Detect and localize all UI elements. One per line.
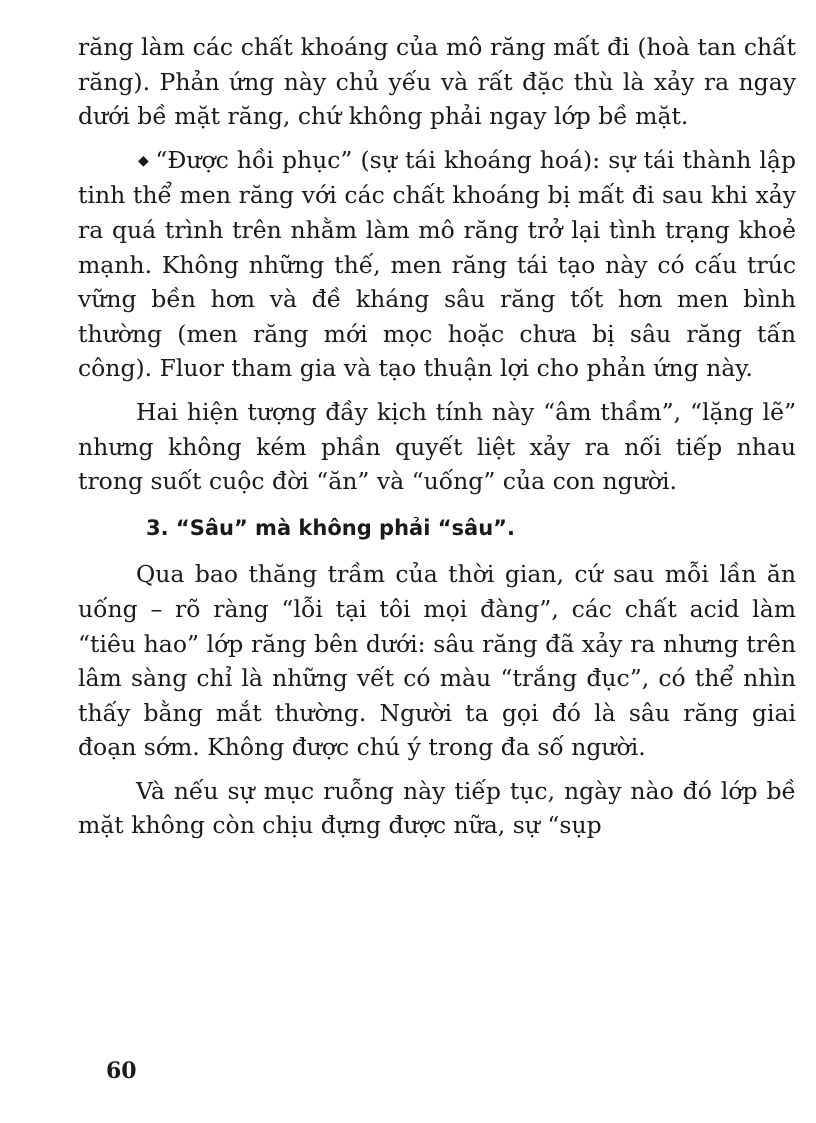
paragraph-2 (78, 143, 796, 386)
section-heading: 3. “Sâu” mà không phải “sâu”. (146, 515, 515, 540)
page-number: 60 (106, 1058, 137, 1084)
paragraph-1: răng làm các chất khoáng của mô răng mất đi (hoà tan chất răng). Phản ứng này chủ yếu và rất đặc thù là xảy ra ngay dưới bề mặt răng, chứ không phải ngay lớp bề mặt. (78, 33, 796, 131)
paragraph-3: Hai hiện tượng đầy kịch tính này “âm thầm”, “lặng lẽ” nhưng không kém phần quyết liệt xảy ra nối tiếp nhau trong suốt cuộc đời “ăn” và “uống” của con người. (78, 397, 796, 496)
paragraph-2-text: “Được hồi phục” (sự tái khoáng hoá): sự tái thành lập tinh thể men răng với các chất khoáng bị mất đi sau khi xảy ra quá trình trên nhằm làm mô răng trở lại tình trạng khoẻ mạnh. Không những thế, men răng tái tạo này có cấu trúc vững bền hơn và đề kháng sâu răng tốt hơn men bình thường (men răng mới mọc hoặc chưa bị sâu răng tấn công). Fluor tham gia và tạo thuận lợi cho phản ứng này. (78, 145, 796, 383)
paragraph-5: Và nếu sự mục ruỗng này tiếp tục, ngày nào đó lớp bề mặt không còn chịu đựng được nữa, sự “sụp (78, 776, 796, 840)
bullet-diamond-icon: ◆ (138, 152, 150, 169)
page-body (78, 30, 796, 852)
paragraph-4: Qua bao thăng trầm của thời gian, cứ sau mỗi lần ăn uống – rõ ràng “lỗi tại tôi mọi đàng”, các chất acid làm “tiêu hao” lớp răng bên dưới: sâu răng đã xảy ra nhưng trên lâm sàng chỉ là những vết có màu “trắng đục”, có thể nhìn thấy bằng mắt thường. Người ta gọi đó là sâu răng giai đoạn sớm. Không được chú ý trong đa số người. (78, 560, 796, 762)
